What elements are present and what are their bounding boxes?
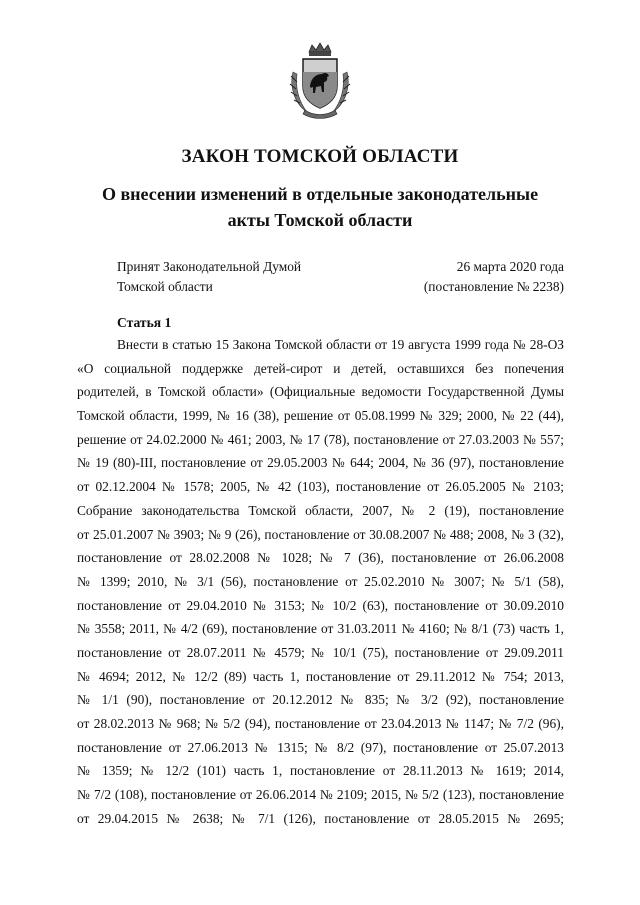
body-text-line: постановление от 27.06.2013 № 1315; № 8/2 (97), постановление от 25.07.2013 [77, 739, 564, 755]
body-text-line: постановление от 28.07.2011 № 4579; № 10/1 (75), постановление от 29.09.2011 [77, 644, 564, 660]
body-text-line: постановление от 29.04.2010 № 3153; № 10/2 (63), постановление от 30.09.2010 [77, 597, 564, 613]
subtitle-line: О внесении изменений в отдельные законодательные [101, 184, 539, 204]
body-text-line: от 29.04.2015 № 2638; № 7/1 (126), постановление от 28.05.2015 № 2695; [77, 810, 564, 826]
body-text-line: № 1359; № 12/2 (101) часть 1, постановление от 28.11.2013 № 1619; 2014, [77, 763, 564, 779]
coat-of-arms-emblem-icon [285, 42, 355, 120]
body-text-line: родителей, в Томской области» (Официальные ведомости Государственной Думы [77, 384, 564, 400]
resolution-number: (постановление № 2238) [423, 279, 564, 294]
adoption-info-block [424, 257, 564, 297]
body-text-line: от 28.02.2013 № 968; № 5/2 (94), постановление от 23.04.2013 № 1147; № 7/2 (96), [77, 716, 564, 731]
subtitle-line: акты Томской области [227, 210, 413, 230]
body-text-line: № 7/2 (108), постановление от 26.06.2014 № 2109; 2015, № 5/2 (123), постановление [77, 787, 564, 803]
body-text-line: № 3558; 2011, № 4/2 (69), постановление от 31.03.2011 № 4160; № 8/1 (73) часть 1, [77, 621, 564, 637]
adopted-by-line: Томской области [117, 279, 213, 294]
body-text-line: № 1399; 2010, № 3/1 (56), постановление от 25.02.2010 № 3007; № 5/1 (58), [77, 573, 564, 589]
body-text-line: «О социальной поддержке детей-сирот и детей, оставшихся без попечения [77, 360, 564, 376]
body-text-line: от 25.01.2007 № 3903; № 9 (26), постановление от 30.08.2007 № 488; 2008, № 3 (32), [77, 526, 564, 542]
body-text-line: решение от 24.02.2000 № 461; 2003, № 17 (78), постановление от 27.03.2003 № 557; [77, 431, 564, 447]
body-text-line: № 19 (80)-III, постановление от 29.05.2003 № 644; 2004, № 36 (97), постановление [77, 455, 564, 471]
adoption-date: 26 марта 2020 года [456, 259, 564, 274]
law-title: ЗАКОН ТОМСКОЙ ОБЛАСТИ [181, 146, 459, 167]
body-text-line: № 1/1 (90), постановление от 20.12.2012 № 835; № 3/2 (92), постановление [77, 692, 564, 708]
article-heading: Статья 1 [117, 315, 172, 330]
adopted-by-line: Принят Законодательной Думой [117, 259, 302, 274]
body-text-line: постановление от 28.02.2008 № 1028; № 7 (36), постановление от 26.06.2008 [77, 550, 564, 566]
body-text-line: № 4694; 2012, № 12/2 (89) часть 1, постановление от 29.11.2012 № 754; 2013, [77, 668, 564, 684]
article-body [77, 333, 564, 830]
adopted-by-block [117, 257, 301, 297]
body-text-line: Томской области, 1999, № 16 (38), решение от 05.08.1999 № 329; 2000, № 22 (44), [77, 408, 564, 424]
body-text-line: от 02.12.2004 № 1578; 2005, № 42 (103), постановление от 26.05.2005 № 2103; [77, 479, 564, 495]
body-text-line: Внести в статью 15 Закона Томской области от 19 августа 1999 года № 28-ОЗ [117, 337, 564, 352]
law-subtitle [80, 181, 560, 233]
body-text-line: Собрание законодательства Томской области, 2007, № 2 (19), постановление [77, 502, 564, 518]
